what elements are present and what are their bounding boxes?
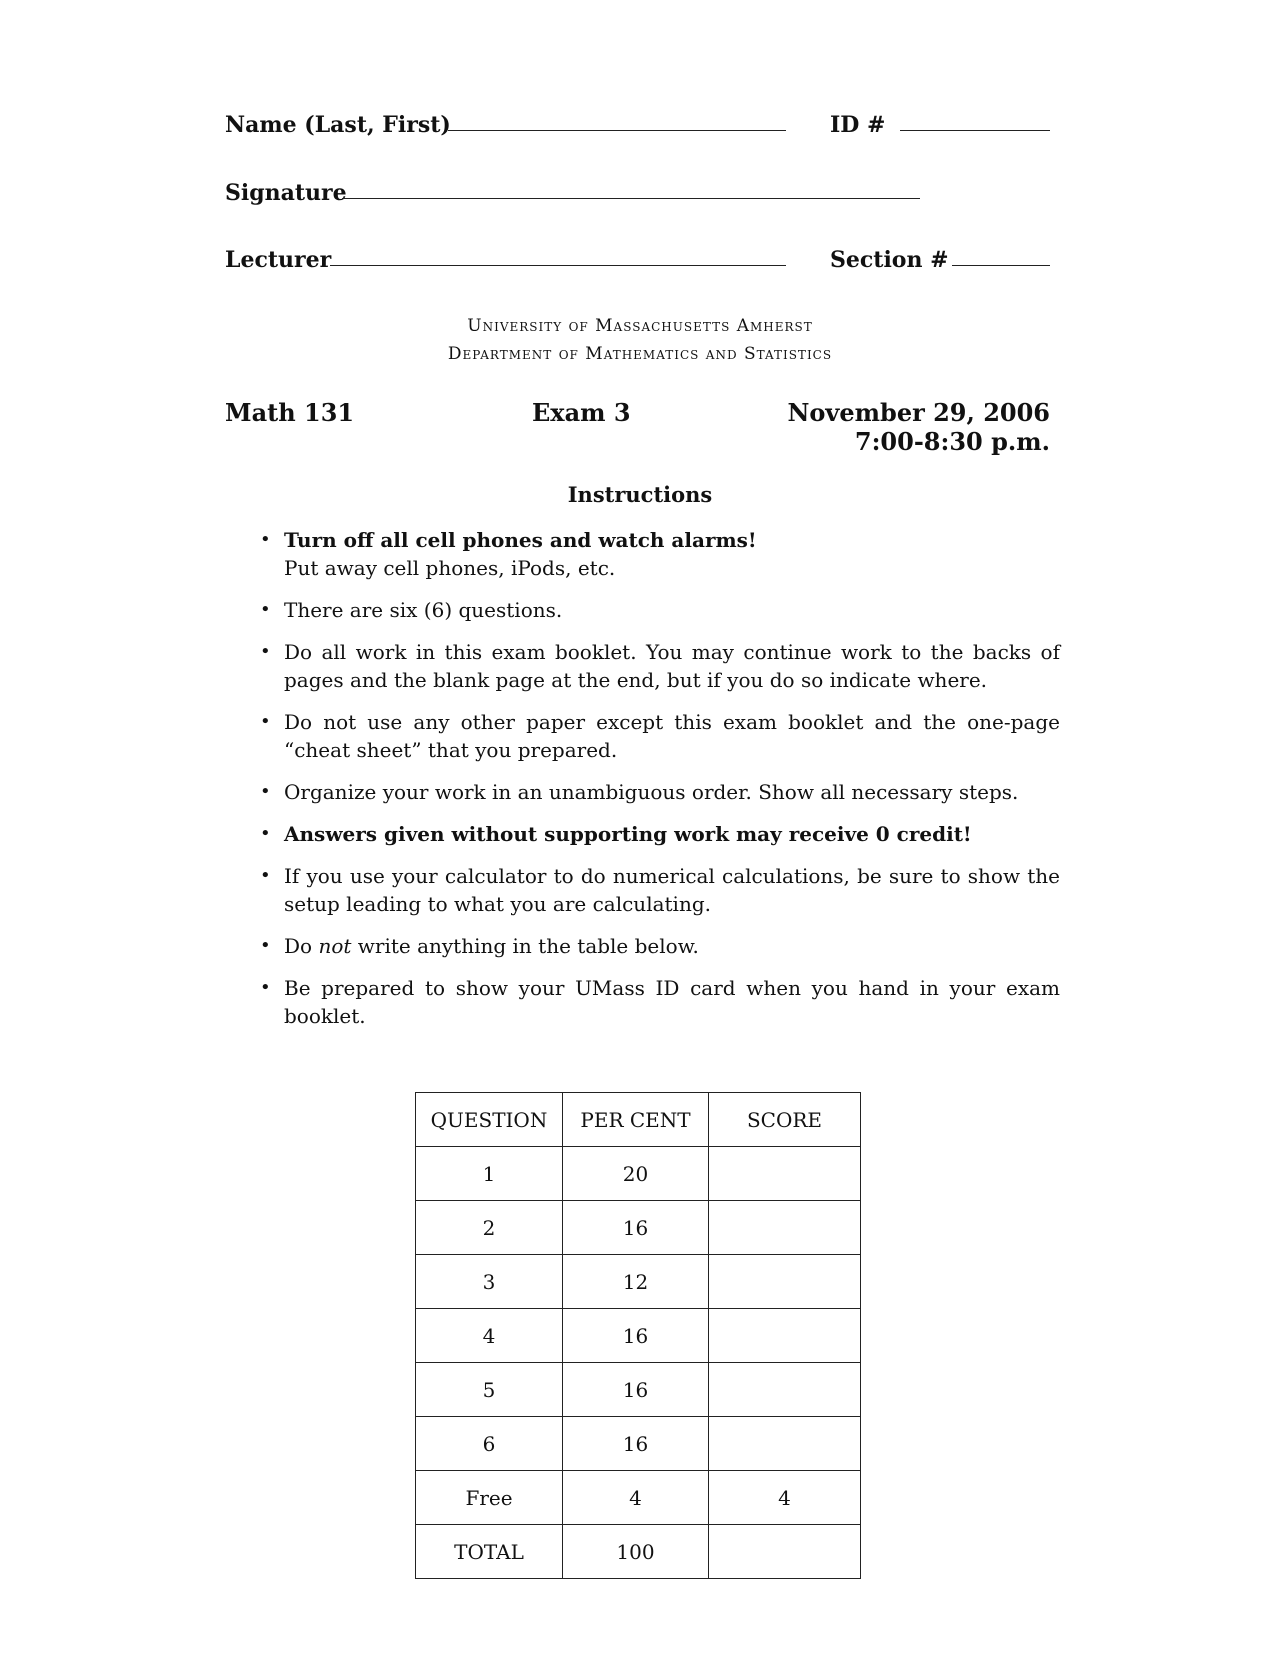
list-item (260, 778, 1060, 806)
table-row (416, 1363, 861, 1417)
cell-question: 5 (416, 1363, 563, 1417)
cell-question: 4 (416, 1309, 563, 1363)
instruction-text: Do all work in this exam booklet. You may continue work to the backs of pages and the blank page at the end, but if you do so indicate where. (284, 640, 1060, 692)
bullet-icon: • (260, 599, 271, 620)
cell-score: 4 (709, 1471, 861, 1525)
instruction-emphasis: not (318, 934, 352, 958)
list-item (260, 974, 1060, 1030)
exam-time: 7:00-8:30 p.m. (854, 427, 1050, 456)
cell-score (709, 1309, 861, 1363)
cell-score (709, 1525, 861, 1579)
bullet-icon: • (260, 935, 271, 956)
exam-title: Exam 3 (532, 398, 631, 427)
department-name: Department of Mathematics and Statistics (447, 344, 833, 364)
list-item (260, 932, 1060, 960)
cell-question: 2 (416, 1201, 563, 1255)
header-question: QUESTION (416, 1093, 563, 1147)
bullet-icon: • (260, 781, 271, 802)
table-row (416, 1255, 861, 1309)
bullet-icon: • (260, 865, 271, 886)
instruction-text: Organize your work in an unambiguous order. Show all necessary steps. (284, 780, 1019, 804)
cell-percent: 16 (563, 1309, 709, 1363)
bullet-icon: • (260, 641, 271, 662)
exam-date: November 29, 2006 (787, 398, 1050, 427)
id-field[interactable] (900, 130, 1050, 131)
bullet-icon: • (260, 977, 271, 998)
instruction-text: There are six (6) questions. (284, 598, 563, 622)
cell-question: 6 (416, 1417, 563, 1471)
bullet-icon: • (260, 823, 271, 844)
bullet-icon: • (260, 529, 271, 550)
list-item (260, 820, 1060, 848)
instruction-text: Put away cell phones, iPods, etc. (284, 556, 616, 580)
signature-label: Signature (225, 180, 347, 206)
cell-percent: 16 (563, 1363, 709, 1417)
name-field[interactable] (448, 130, 786, 131)
instructions-title: Instructions (567, 482, 713, 507)
instructions-list (260, 526, 1060, 1044)
cell-question: Free (416, 1471, 563, 1525)
cell-percent: 12 (563, 1255, 709, 1309)
instruction-text: If you use your calculator to do numerical calculations, be sure to show the setup leading to what you are calculating. (284, 864, 1060, 916)
list-item (260, 708, 1060, 764)
cell-score (709, 1201, 861, 1255)
table-header-row (416, 1093, 861, 1147)
cell-percent: 4 (563, 1471, 709, 1525)
instruction-text-post: write anything in the table below. (351, 934, 699, 958)
list-item (260, 638, 1060, 694)
cell-percent: 100 (563, 1525, 709, 1579)
cell-question: 1 (416, 1147, 563, 1201)
header-score: SCORE (709, 1093, 861, 1147)
instruction-bold: Turn off all cell phones and watch alarms! (284, 528, 757, 552)
score-table (415, 1092, 861, 1579)
instruction-text: Do not use any other paper except this exam booklet and the one-page “cheat sheet” that you prepared. (284, 710, 1060, 762)
cell-score (709, 1147, 861, 1201)
table-row (416, 1201, 861, 1255)
course-name: Math 131 (225, 398, 355, 427)
section-field[interactable] (952, 265, 1050, 266)
cell-score (709, 1417, 861, 1471)
name-label: Name (Last, First) (225, 112, 451, 138)
table-row (416, 1147, 861, 1201)
table-row (416, 1309, 861, 1363)
cell-question: 3 (416, 1255, 563, 1309)
cell-percent: 20 (563, 1147, 709, 1201)
instruction-text-pre: Do (284, 934, 319, 958)
bullet-icon: • (260, 711, 271, 732)
cell-percent: 16 (563, 1201, 709, 1255)
table-row (416, 1525, 861, 1579)
cell-question: TOTAL (416, 1525, 563, 1579)
instruction-text: Be prepared to show your UMass ID card when you hand in your exam booklet. (284, 976, 1060, 1028)
lecturer-field[interactable] (330, 265, 786, 266)
table-row (416, 1471, 861, 1525)
instruction-bold: Answers given without supporting work may receive 0 credit! (284, 822, 972, 846)
header-percent: PER CENT (563, 1093, 709, 1147)
list-item (260, 862, 1060, 918)
list-item (260, 526, 1060, 582)
list-item (260, 596, 1060, 624)
lecturer-label: Lecturer (225, 247, 332, 273)
cell-percent: 16 (563, 1417, 709, 1471)
id-label: ID # (830, 112, 886, 138)
section-label: Section # (830, 247, 949, 273)
university-name: University of Massachusetts Amherst (467, 316, 813, 336)
cell-score (709, 1255, 861, 1309)
table-row (416, 1417, 861, 1471)
signature-field[interactable] (342, 198, 920, 199)
cell-score (709, 1363, 861, 1417)
